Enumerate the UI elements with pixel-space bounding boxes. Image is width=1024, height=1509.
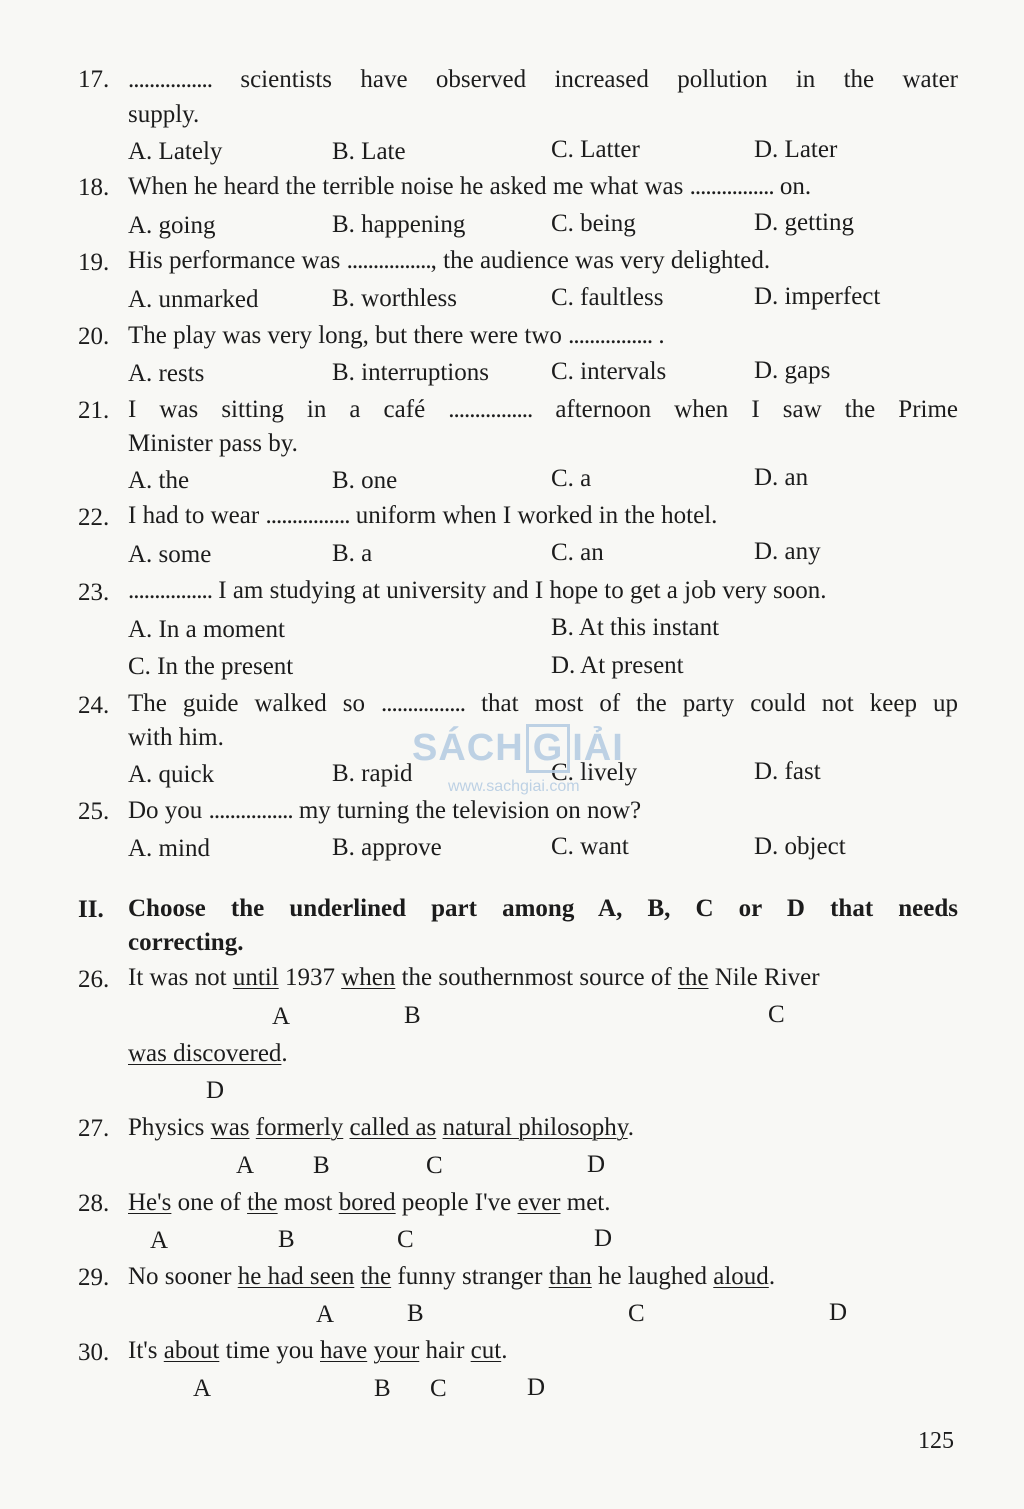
underline-label-b: B bbox=[407, 1300, 424, 1327]
underline-label-c: C bbox=[768, 1001, 785, 1028]
option-d[interactable]: D. imperfect bbox=[754, 283, 881, 310]
question-number: 27. bbox=[78, 1115, 110, 1142]
option-c[interactable]: C. a bbox=[551, 465, 592, 492]
option-b[interactable]: B. happening bbox=[332, 211, 466, 238]
underline-label-a: A bbox=[316, 1301, 335, 1328]
option-a[interactable]: A. mind bbox=[128, 835, 210, 862]
question-number: 20. bbox=[78, 323, 110, 350]
underline-label-a: A bbox=[150, 1227, 169, 1254]
question-number: 26. bbox=[78, 966, 110, 993]
question-number: 17. bbox=[78, 66, 110, 93]
option-c[interactable]: C. faultless bbox=[551, 284, 664, 311]
option-b[interactable]: B. one bbox=[332, 467, 398, 494]
question-text: It's about time you have your hair cut. bbox=[128, 1337, 508, 1364]
option-d[interactable]: D. getting bbox=[754, 209, 854, 236]
underline-label-c: C bbox=[628, 1300, 645, 1327]
underline-label-c: C bbox=[430, 1375, 447, 1402]
underline-label-b: B bbox=[278, 1226, 295, 1253]
option-a[interactable]: A. going bbox=[128, 212, 216, 239]
option-d[interactable]: D. At present bbox=[551, 652, 684, 679]
page-number: 125 bbox=[918, 1428, 954, 1454]
question-text: The guide walked so ................ that most of the party could not keep up bbox=[128, 690, 959, 717]
underline-label-c: C bbox=[426, 1152, 443, 1179]
option-a[interactable]: A. the bbox=[128, 467, 190, 494]
option-b[interactable]: B. At this instant bbox=[551, 614, 720, 641]
underline-label-d: D bbox=[527, 1374, 546, 1401]
option-a[interactable]: A. unmarked bbox=[128, 286, 259, 313]
option-b[interactable]: B. approve bbox=[332, 834, 442, 861]
question-text: Do you ................ my turning the television on now? bbox=[128, 797, 642, 824]
question-number: 30. bbox=[78, 1339, 110, 1366]
option-c[interactable]: C. being bbox=[551, 210, 636, 237]
question-text: He's one of the most bored people I've ever met. bbox=[128, 1189, 611, 1216]
question-text: When he heard the terrible noise he asked me what was ................ on. bbox=[128, 173, 812, 200]
option-d[interactable]: D. gaps bbox=[754, 357, 831, 384]
option-a[interactable]: A. quick bbox=[128, 761, 215, 788]
option-c[interactable]: C. In the present bbox=[128, 653, 294, 680]
question-number: 21. bbox=[78, 397, 110, 424]
underline-label-d: D bbox=[587, 1151, 606, 1178]
option-d[interactable]: D. object bbox=[754, 833, 846, 860]
question-text: No sooner he had seen the funny stranger than he laughed aloud. bbox=[128, 1263, 776, 1290]
question-text-cont: was discovered. bbox=[128, 1040, 288, 1067]
question-number: 23. bbox=[78, 579, 110, 606]
section-title: Choose the underlined part among A, B, C or D that needs bbox=[128, 895, 958, 922]
option-c[interactable]: C. Latter bbox=[551, 136, 640, 163]
question-text: I was sitting in a café ................ afternoon when I saw the Prime bbox=[128, 396, 959, 423]
question-number: 19. bbox=[78, 249, 110, 276]
underline-label-d: D bbox=[206, 1077, 225, 1104]
option-c[interactable]: C. an bbox=[551, 539, 604, 566]
underline-label-a: A bbox=[193, 1375, 212, 1402]
option-b[interactable]: B. worthless bbox=[332, 285, 457, 312]
question-text-cont: supply. bbox=[128, 101, 200, 128]
question-text: ................ I am studying at university and I hope to get a job very soon. bbox=[128, 577, 827, 604]
option-a[interactable]: A. In a moment bbox=[128, 616, 285, 643]
option-d[interactable]: D. an bbox=[754, 464, 809, 491]
underline-label-b: B bbox=[374, 1375, 391, 1402]
option-a[interactable]: A. rests bbox=[128, 360, 205, 387]
question-text: ................ scientists have observed increased pollution in the water bbox=[128, 66, 958, 93]
underline-label-c: C bbox=[397, 1226, 414, 1253]
question-number: 24. bbox=[78, 692, 110, 719]
question-number: 29. bbox=[78, 1264, 110, 1291]
question-text: The play was very long, but there were two ................ . bbox=[128, 322, 665, 349]
option-b[interactable]: B. a bbox=[332, 540, 373, 567]
question-text: It was not until 1937 when the southernmost source of the Nile River bbox=[128, 964, 820, 991]
question-text: I had to wear ................ uniform when I worked in the hotel. bbox=[128, 502, 718, 529]
underline-label-d: D bbox=[829, 1299, 848, 1326]
underline-label-a: A bbox=[236, 1152, 255, 1179]
question-text-cont: with him. bbox=[128, 724, 224, 751]
option-d[interactable]: D. fast bbox=[754, 758, 821, 785]
option-b[interactable]: B. Late bbox=[332, 138, 406, 165]
question-number: 28. bbox=[78, 1190, 110, 1217]
underline-label-b: B bbox=[404, 1002, 421, 1029]
watermark-logo: SÁCH G IẢI www.sachgiai.com bbox=[408, 718, 628, 813]
question-number: 18. bbox=[78, 174, 110, 201]
question-number: 25. bbox=[78, 798, 110, 825]
option-b[interactable]: B. interruptions bbox=[332, 359, 489, 386]
underline-label-a: A bbox=[272, 1003, 291, 1030]
option-a[interactable]: A. Lately bbox=[128, 138, 223, 165]
option-b[interactable]: B. rapid bbox=[332, 760, 413, 787]
underline-label-b: B bbox=[313, 1152, 330, 1179]
underline-label-d: D bbox=[594, 1225, 613, 1252]
section-title-cont: correcting. bbox=[128, 929, 244, 956]
option-a[interactable]: A. some bbox=[128, 541, 212, 568]
section-number: II. bbox=[78, 896, 104, 923]
question-text: His performance was ................, the audience was very delighted. bbox=[128, 247, 771, 274]
option-c[interactable]: C. intervals bbox=[551, 358, 667, 385]
option-d[interactable]: D. any bbox=[754, 538, 821, 565]
option-c[interactable]: C. lively bbox=[551, 759, 638, 786]
option-d[interactable]: D. Later bbox=[754, 136, 838, 163]
option-c[interactable]: C. want bbox=[551, 833, 629, 860]
question-text: Physics was formerly called as natural philosophy. bbox=[128, 1114, 634, 1141]
question-text-cont: Minister pass by. bbox=[128, 430, 298, 457]
question-number: 22. bbox=[78, 504, 110, 531]
